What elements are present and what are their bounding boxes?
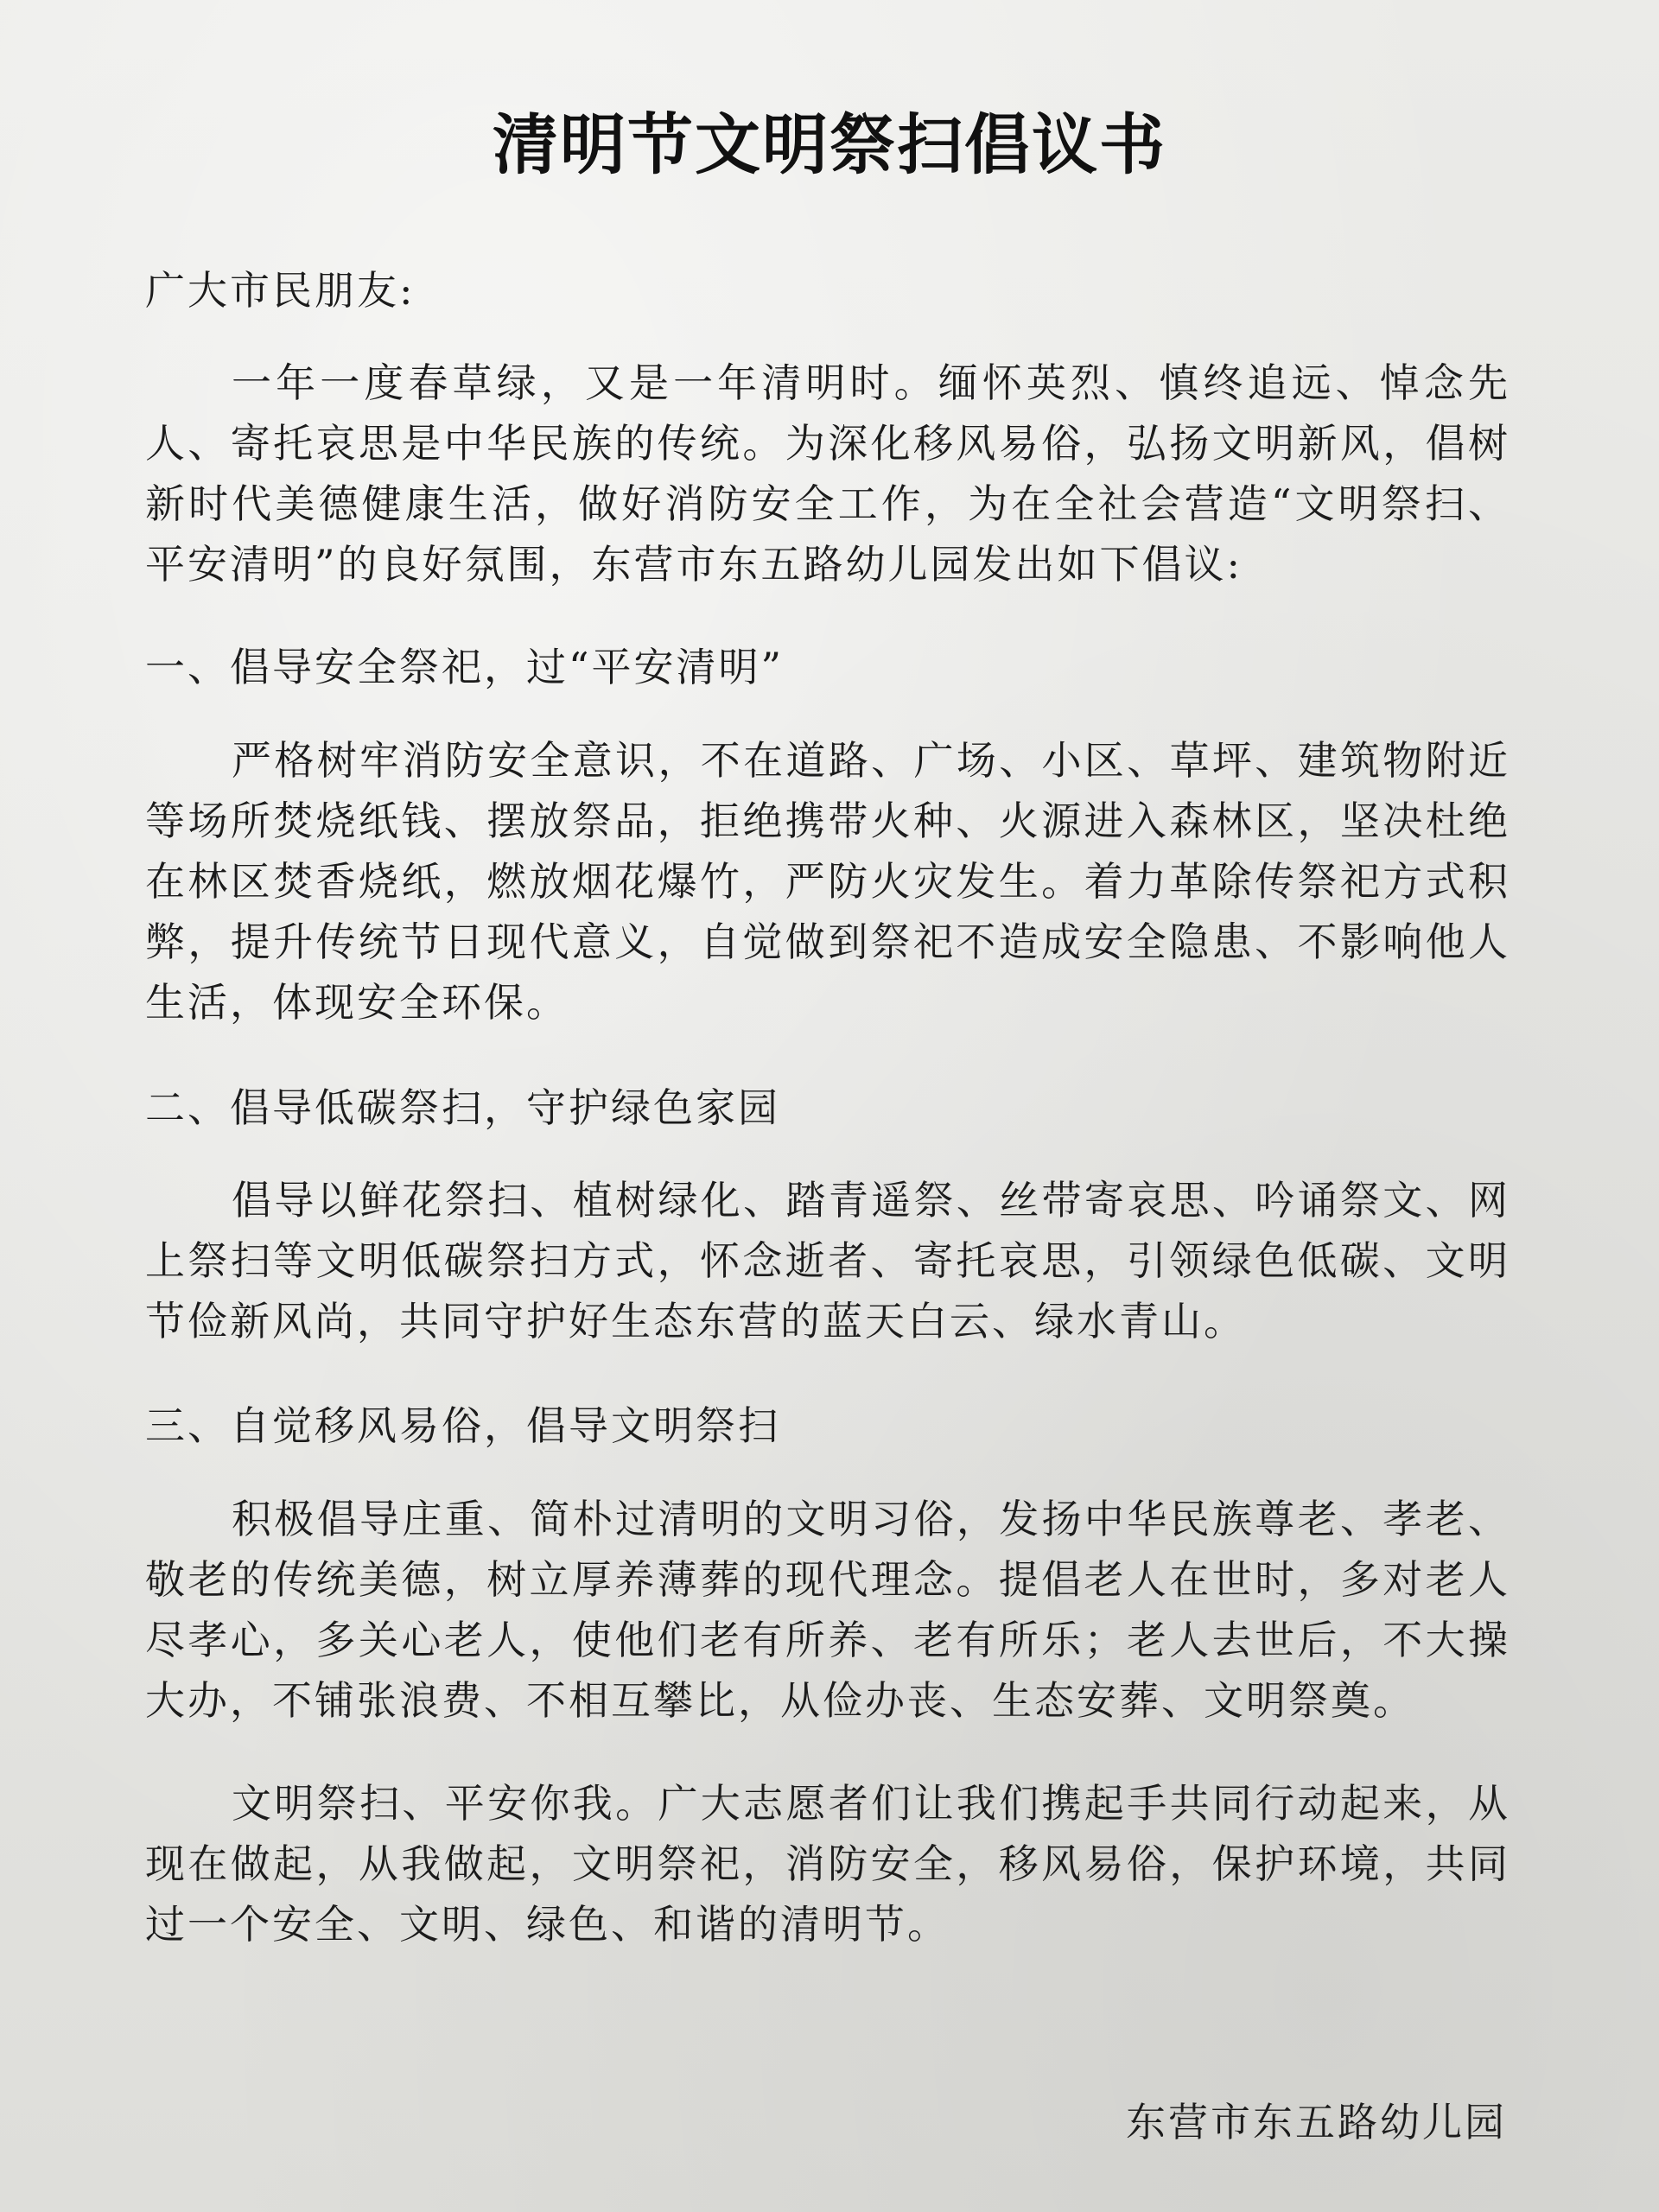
section-3-heading: 三、自觉移风易俗，倡导文明祭扫 <box>145 1402 780 1449</box>
salutation: 广大市民朋友: <box>145 267 416 314</box>
document-title: 清明节文明祭扫倡议书 <box>493 106 1166 183</box>
intro-paragraph: 一年一度春草绿，又是一年清明时。缅怀英烈、慎终追远、悼念先人、寄托哀思是中华民族的传统。为深化移风易俗，弘扬文明新风，倡树新时代美德健康生活，做好消防安全工作，为在全社会营造“文明祭扫、平安清明”的良好氛围，东营市东五路幼儿园发出如下倡议: <box>145 359 1510 588</box>
closing-paragraph: 文明祭扫、平安你我。广大志愿者们让我们携起手共同行动起来，从现在做起，从我做起，文明祭祀，消防安全，移风易俗，保护环境，共同过一个安全、文明、绿色、和谐的清明节。 <box>145 1780 1510 1948</box>
section-1-body: 严格树牢消防安全意识，不在道路、广场、小区、草坪、建筑物附近等场所焚烧纸钱、摆放祭品，拒绝携带火种、火源进入森林区，坚决杜绝在林区焚香烧纸，燃放烟花爆竹，严防火灾发生。着力革除传祭祀方式积弊，提升传统节日现代意义，自觉做到祭祀不造成安全隐患、不影响他人生活，体现安全环保。 <box>145 737 1510 1026</box>
section-3-body: 积极倡导庄重、简朴过清明的文明习俗，发扬中华民族尊老、孝老、敬老的传统美德，树立厚养薄葬的现代理念。提倡老人在世时，多对老人尽孝心，多关心老人，使他们老有所养、老有所乐；老人去世后，不大操大办，不铺张浪费、不相互攀比，从俭办丧、生态安葬、文明祭奠。 <box>145 1496 1510 1724</box>
signature: 东营市东五路幼儿园 <box>1126 2099 1507 2145</box>
section-1-heading: 一、倡导安全祭祀，过“平安清明” <box>145 644 785 690</box>
section-2-body: 倡导以鲜花祭扫、植树绿化、踏青遥祭、丝带寄哀思、吟诵祭文、网上祭扫等文明低碳祭扫方式，怀念逝者、寄托哀思，引领绿色低碳、文明节俭新风尚，共同守护好生态东营的蓝天白云、绿水青山。 <box>145 1177 1510 1344</box>
section-2-heading: 二、倡导低碳祭扫，守护绿色家园 <box>145 1084 780 1131</box>
